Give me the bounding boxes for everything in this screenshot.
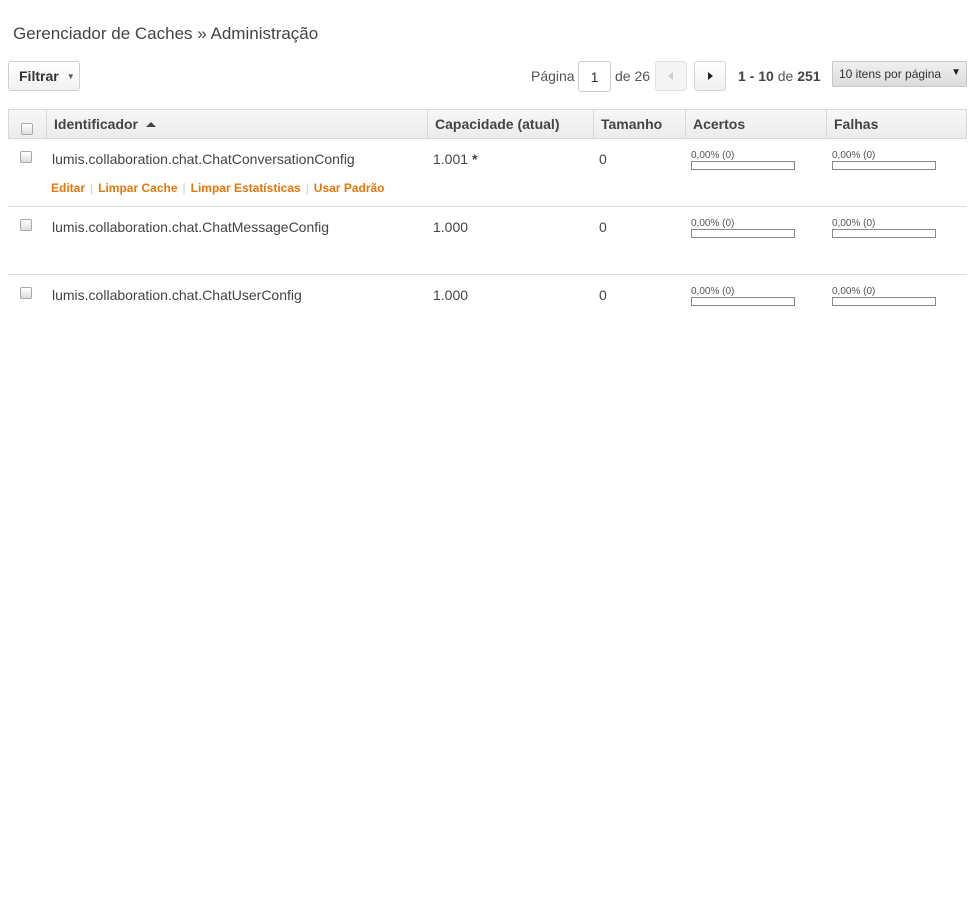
next-page-button[interactable]: [694, 61, 726, 91]
hits-bar: [691, 229, 795, 238]
items-per-page-value: 10 itens por página: [839, 67, 942, 81]
previous-page-button[interactable]: [655, 61, 687, 91]
column-header-hits[interactable]: [685, 110, 826, 138]
row-checkbox[interactable]: [20, 151, 32, 163]
chevron-right-icon: [706, 71, 714, 81]
hits-bar: [691, 297, 795, 306]
misses-value: 0,00% (0): [832, 218, 876, 229]
cache-identifier: lumis.collaboration.chat.ChatUserConfig: [52, 287, 302, 303]
cache-size: 0: [599, 287, 607, 303]
capacity-value: 1.001: [433, 151, 469, 167]
action-separator: |: [305, 181, 309, 195]
range-total: 251: [797, 68, 821, 84]
result-range: [738, 68, 821, 84]
table-row: [8, 207, 967, 275]
row-checkbox[interactable]: [20, 287, 32, 299]
cache-identifier: lumis.collaboration.chat.ChatConversationConfig: [52, 151, 355, 167]
cache-size: 0: [599, 151, 607, 167]
items-per-page-select[interactable]: [832, 61, 967, 87]
page-number-input[interactable]: [578, 61, 611, 92]
cache-capacity: 1.000: [433, 219, 469, 235]
column-header-identifier[interactable]: [46, 110, 427, 138]
hits-bar: [691, 161, 795, 170]
cache-identifier: lumis.collaboration.chat.ChatMessageConfig: [52, 219, 330, 235]
edit-link[interactable]: Editar: [51, 181, 86, 195]
misses-value: 0,00% (0): [832, 286, 876, 297]
sort-ascending-icon: [146, 122, 156, 127]
column-header-size[interactable]: [593, 110, 685, 138]
table-row: [8, 275, 967, 342]
page-count: de 26: [615, 68, 651, 84]
caret-down-icon: ▼: [66, 71, 75, 81]
column-identifier-label: Identificador: [54, 116, 139, 132]
hits-value: 0,00% (0): [691, 218, 735, 229]
filter-button[interactable]: [8, 61, 80, 91]
column-capacity-label: Capacidade (atual): [435, 116, 560, 132]
clear-statistics-link[interactable]: Limpar Estatísticas: [190, 181, 301, 195]
range-start: 1: [738, 68, 746, 84]
range-end: 10: [758, 68, 774, 84]
table-row: [8, 139, 967, 207]
chevron-left-icon: [667, 71, 675, 81]
use-default-link[interactable]: Usar Padrão: [313, 181, 385, 195]
row-actions: [51, 181, 385, 195]
dropdown-arrow-icon: ▼: [951, 67, 961, 78]
column-header-misses[interactable]: [826, 110, 967, 138]
cache-table: [8, 109, 967, 342]
filter-label: Filtrar: [19, 68, 59, 84]
hits-value: 0,00% (0): [691, 150, 735, 161]
hits-value: 0,00% (0): [691, 286, 735, 297]
cache-capacity: 1.000: [433, 287, 469, 303]
cache-size: 0: [599, 219, 607, 235]
table-header: [8, 109, 967, 139]
row-checkbox[interactable]: [20, 219, 32, 231]
column-header-capacity[interactable]: [427, 110, 593, 138]
column-hits-label: Acertos: [693, 116, 746, 132]
range-dash: -: [745, 68, 759, 84]
misses-value: 0,00% (0): [832, 150, 876, 161]
misses-bar: [832, 229, 936, 238]
column-misses-label: Falhas: [834, 116, 879, 132]
misses-bar: [832, 297, 936, 306]
column-size-label: Tamanho: [601, 116, 663, 132]
cache-capacity: [433, 151, 477, 167]
breadcrumb: Gerenciador de Caches » Administração: [13, 24, 319, 43]
page-label: Página: [531, 68, 575, 84]
clear-cache-link[interactable]: Limpar Cache: [98, 181, 178, 195]
capacity-note: *: [471, 151, 478, 167]
action-separator: |: [182, 181, 186, 195]
select-all-checkbox[interactable]: [21, 123, 33, 135]
misses-bar: [832, 161, 936, 170]
range-of: de: [773, 68, 798, 84]
action-separator: |: [90, 181, 94, 195]
